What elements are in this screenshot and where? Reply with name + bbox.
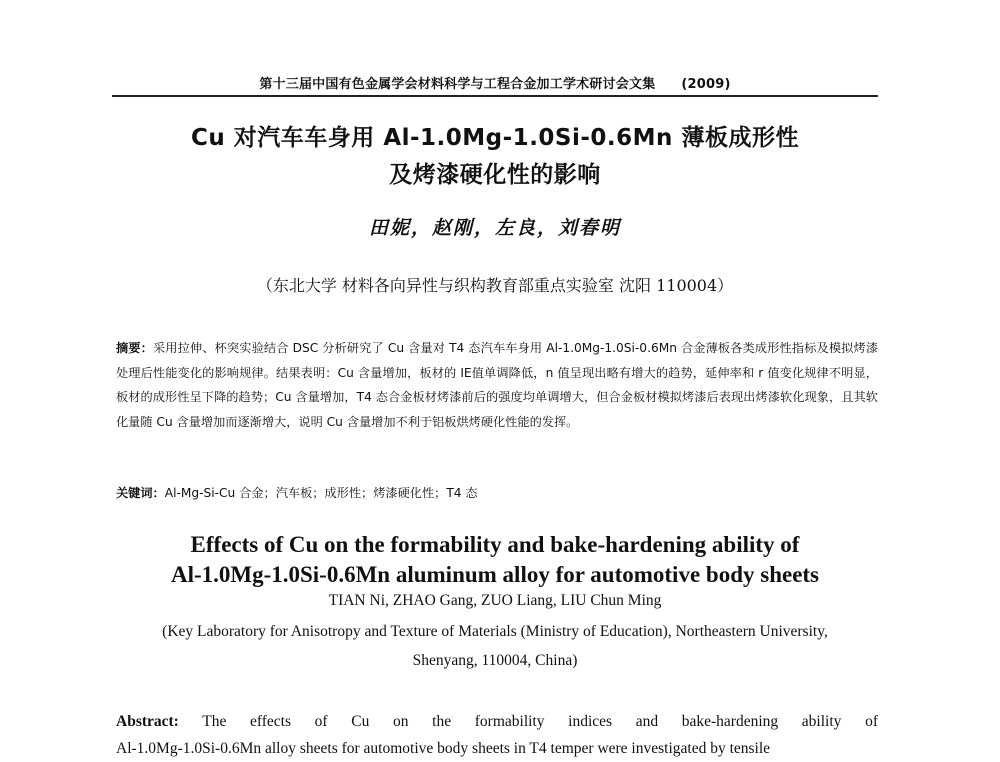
cn-abstract-label: 摘要：: [116, 341, 153, 355]
en-title-line-2: Al-1.0Mg-1.0Si-0.6Mn aluminum alloy for automotive body sheets: [170, 562, 820, 587]
cn-title-line-2: 及烤漆硬化性的影响: [389, 162, 601, 188]
running-header: [112, 73, 878, 92]
cn-keywords: [116, 483, 878, 503]
cn-affiliation: （东北大学 材料各向异性与织构教育部重点实验室 沈阳 110004）: [256, 276, 734, 295]
en-authors: TIAN Ni, ZHAO Gang, ZUO Liang, LIU Chun Ming: [328, 592, 662, 609]
cn-keywords-label: 关键词：: [116, 486, 165, 500]
proceedings-title: 第十三届中国有色金属学会材料科学与工程合金加工学术研讨会文集: [259, 77, 656, 92]
en-abstract-line-2: Al-1.0Mg-1.0Si-0.6Mn alloy sheets for automotive body sheets in T4 temper were investigated by tensile: [116, 740, 771, 757]
en-abstract-line-1: [116, 708, 878, 735]
en-title-line-1: Effects of Cu on the formability and bake-hardening ability of: [190, 532, 800, 557]
cn-title-line-1: Cu 对汽车车身用 Al-1.0Mg-1.0Si-0.6Mn 薄板成形性: [191, 125, 799, 151]
proceedings-year: (2009): [681, 77, 731, 92]
cn-keywords-text: Al-Mg-Si-Cu 合金；汽车板；成形性；烤漆硬化性；T4 态: [164, 486, 478, 500]
cn-authors: 田妮，赵刚，左良，刘春明: [368, 217, 621, 239]
header-rule: [112, 95, 878, 97]
en-affiliation-line-2: Shenyang, 110004, China): [412, 652, 578, 669]
en-abstract: [116, 708, 878, 762]
en-abstract-label: Abstract:: [116, 713, 179, 730]
en-abstract-line-1-text: The effects of Cu on the formability indices and bake-hardening ability of: [202, 713, 878, 730]
cn-abstract-text: 采用拉伸、杯突实验结合 DSC 分析研究了 Cu 含量对 T4 态汽车车身用 Al-1.0Mg-1.0Si-0.6Mn 合金薄板各类成形性指标及模拟烤漆处理后性能变化的影响规律。结果表明：Cu 含量增加，板材的 IE值单调降低，n 值呈现出略有增大的趋势，延伸率和 r 值变化规律不明显，板材的成形性呈下降的趋势；Cu 含量增加，T4 态合金板材烤漆前后的强度均单调增大，但合金板材模拟烤漆后表现出烤漆软化现象，且其软化量随 Cu 含量增加而逐渐增大，说明 Cu 含量增加不利于铝板烘烤硬化性能的发挥。: [116, 341, 879, 429]
en-affiliation-line-1: (Key Laboratory for Anisotropy and Texture of Materials (Ministry of Education), Northeastern University,: [162, 623, 828, 640]
cn-abstract: [116, 336, 878, 434]
